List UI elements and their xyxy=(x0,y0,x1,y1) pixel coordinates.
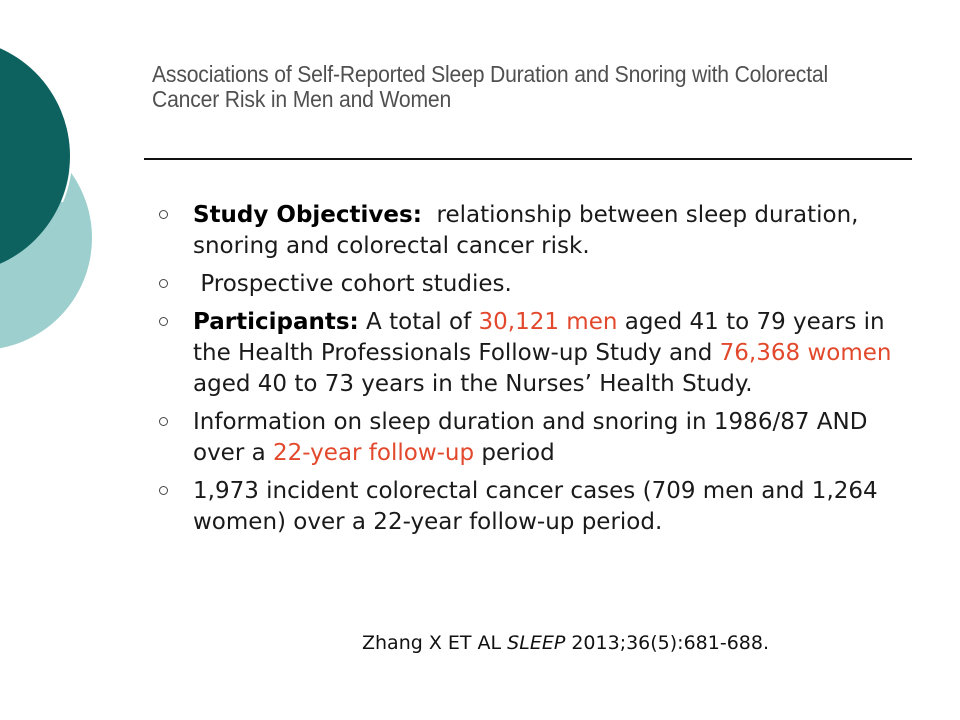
bullet-text: aged 40 to 73 years in the Nurses’ Health Study. xyxy=(193,371,753,397)
women-count-highlight: 76,368 women xyxy=(719,340,892,366)
slide-title xyxy=(152,62,860,112)
title-divider xyxy=(144,158,912,160)
bullet-text: period xyxy=(474,440,555,466)
slide-title-line-1: Associations of Self-Reported Sleep Duration and Snoring with Colorectal xyxy=(152,61,829,87)
citation xyxy=(362,632,769,654)
men-count-highlight: 30,121 men xyxy=(478,309,618,335)
citation-journal: SLEEP xyxy=(507,632,566,654)
bullet-study-objectives xyxy=(158,200,918,262)
slide-title-line-2: Cancer Risk in Men and Women xyxy=(152,86,452,112)
bullet-label: Participants: xyxy=(193,309,359,335)
bullet-text: Information on sleep duration and snoring in 1986/87 AND over a xyxy=(193,409,868,466)
bullet-circle-icon xyxy=(159,417,168,426)
bullet-text: relationship between sleep duration, snoring and colorectal cancer risk. xyxy=(193,202,866,259)
bullet-cohort-studies xyxy=(158,269,918,300)
bullet-list xyxy=(158,200,918,545)
bullet-incident-cases xyxy=(158,476,918,538)
bullet-text: 1,973 incident colorectal cancer cases (709 men and 1,264 women) over a 22-year follow-up period. xyxy=(193,478,878,535)
follow-up-highlight: 22-year follow-up xyxy=(273,440,475,466)
bullet-circle-icon xyxy=(159,317,168,326)
bullet-text: Prospective cohort studies. xyxy=(193,271,512,297)
decorative-circles xyxy=(0,0,120,400)
bullet-circle-icon xyxy=(159,279,168,288)
bullet-circle-icon xyxy=(159,210,168,219)
bullet-participants xyxy=(158,307,918,400)
bullet-text: aged 41 to 79 years in the Health Professionals Follow-up Study and xyxy=(193,309,885,366)
citation-authors: Zhang X ET AL xyxy=(362,632,508,654)
bullet-circle-icon xyxy=(159,486,168,495)
bullet-label: Study Objectives: xyxy=(193,202,422,228)
citation-details: 2013;36(5):681-688. xyxy=(565,632,770,654)
bullet-information xyxy=(158,407,918,469)
bullet-text: A total of xyxy=(358,309,479,335)
